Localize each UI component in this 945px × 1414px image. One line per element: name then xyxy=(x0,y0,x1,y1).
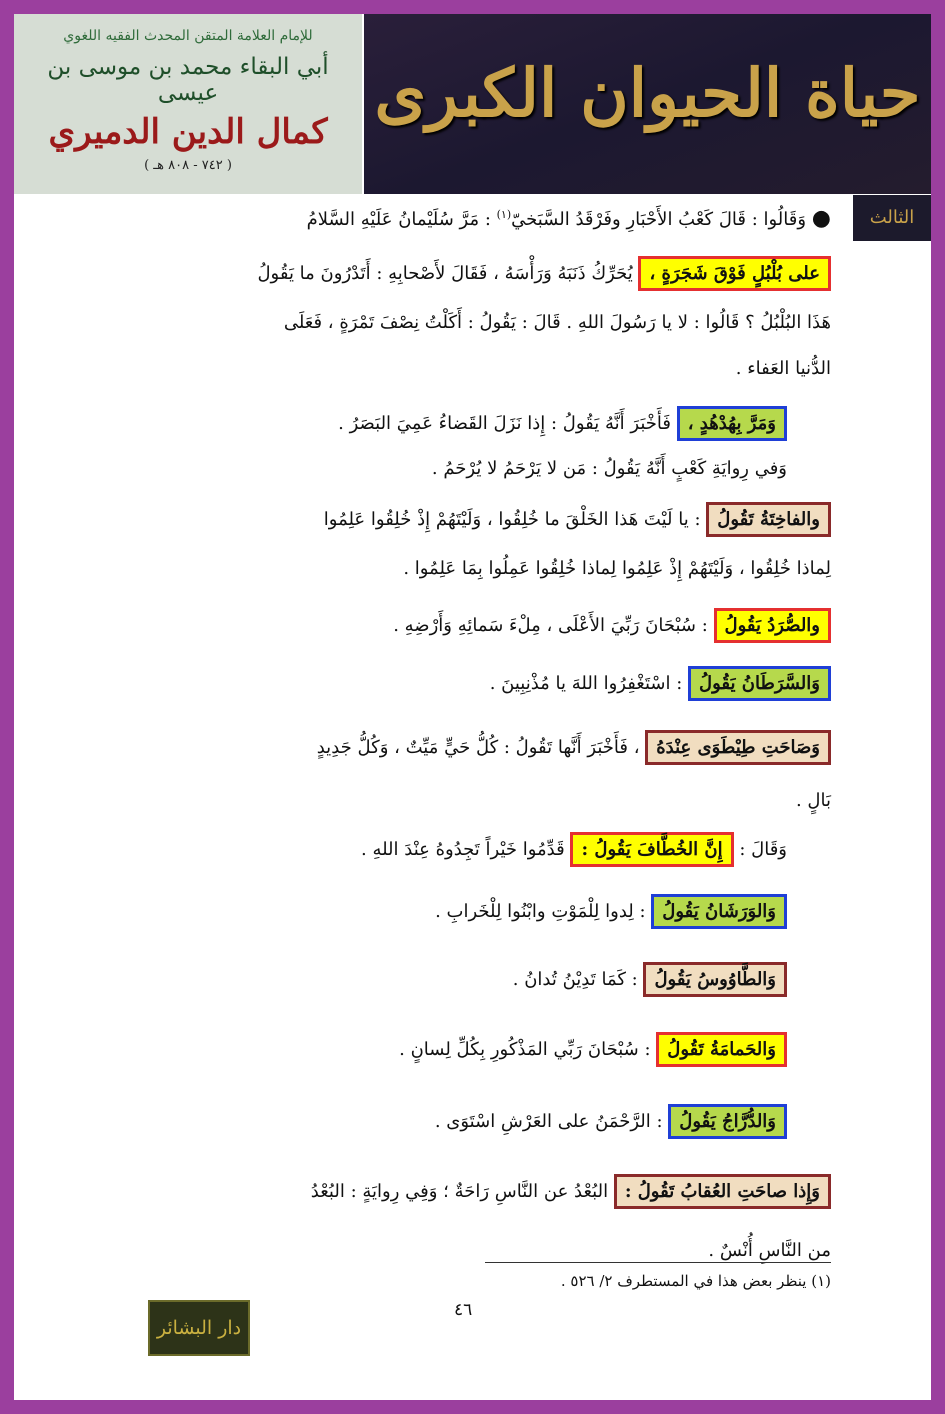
text-segment: : سُبْحَانَ رَبِّي المَذْكُورِ بِكُلِّ لِسانٍ . xyxy=(399,1039,657,1060)
text-line xyxy=(114,608,831,643)
highlight-box: والفاخِتَةُ تَقُولُ xyxy=(706,502,831,537)
text-segment: : سُبْحَانَ رَبِّيَ الأَعْلَى ، مِلْءَ سَمائِهِ وَأَرْضِهِ . xyxy=(393,615,714,636)
text-segment: وَقَالَ : xyxy=(733,839,787,860)
text-line xyxy=(114,1104,787,1139)
text-line xyxy=(114,406,787,441)
text-line: من النَّاسِ أُنْسٌ . xyxy=(708,1240,831,1261)
text-line: بَالٍ . xyxy=(795,790,831,811)
text-line: لِماذا خُلِقُوا ، وَلَيْتَهُمْ إِذْ عَلِمُوا لِماذا خُلِقُوا عَمِلُوا بِمَا عَلِمُوا . xyxy=(403,558,831,579)
text-line: الدُّنيا العَفاء . xyxy=(735,358,831,379)
text-segment: : مَرَّ سُلَيْمانُ عَلَيْهِ السَّلامُ xyxy=(306,209,497,230)
text-line xyxy=(114,206,831,231)
text-line: وَفي رِوايَةِ كَعْبٍ أَنَّهُ يَقُولُ : مَن لا يَرْحَمُ لا يُرْحَمُ . xyxy=(431,458,787,479)
text-segment: : كَمَا تَدِيْنُ تُدانُ . xyxy=(512,969,644,990)
highlight-box: على بُلْبُلٍ فَوْقَ شَجَرَةٍ ، xyxy=(638,256,831,291)
text-line xyxy=(114,894,787,929)
highlight-box: وَالطَّاوُوسُ يَقُولُ xyxy=(643,962,787,997)
highlight-box: وَالسَّرَطَانُ يَقُولُ xyxy=(688,666,831,701)
highlight-box: وَالحَمامَةُ تَقُولُ xyxy=(656,1032,787,1067)
text-line: هَذَا البُلْبُلُ ؟ قَالُوا : لا يا رَسُولَ اللهِ . قَالَ : يَقُولُ : أَكَلْتُ نِصْفَ تَمْرَةٍ ، فَعَلَى xyxy=(283,312,831,333)
text-line xyxy=(114,962,787,997)
highlight-box: وَصَاحَتِ طِيْطَوَى عِنْدَهُ xyxy=(645,730,831,765)
author-name: أبي البقاء محمد بن موسى بن عيسى xyxy=(47,54,329,106)
text-segment: البُعْدُ عن النَّاسِ رَاحَةٌ ؛ وَفِي رِوايَةٍ : البُعْدُ xyxy=(310,1181,614,1202)
publisher-logo: دار البشائر xyxy=(148,1300,250,1356)
text-segment: : يا لَيْتَ هَذا الخَلْقَ ما خُلِقُوا ، وَلَيْتَهُمْ إِذْ خُلِقُوا عَلِمُوا xyxy=(323,509,707,530)
text-line xyxy=(114,832,787,867)
text-line xyxy=(114,666,831,701)
author-epithet: للإمام العلامة المتقن المحدث الفقيه اللغوي xyxy=(63,28,313,44)
highlight-box: وَإِذا صاحَتِ العُقابُ تَقُولُ : xyxy=(614,1174,831,1209)
footnote: (١) ينظر بعض هذا في المستطرف ٢/ ٥٢٦ . xyxy=(560,1272,831,1290)
book-title: حياة الحيوان الكبرى xyxy=(374,54,921,132)
text-line xyxy=(114,502,831,537)
text-segment: : الرَّحْمَنُ على العَرْشِ اسْتَوَى . xyxy=(434,1111,669,1132)
author-dates: ( ٧٤٢ - ٨٠٨ هـ ) xyxy=(144,158,232,173)
text-segment: ، فَأَخْبَرَ أَنَّها تَقُولُ : كُلُّ حَيٍّ مَيِّتٌ ، وَكُلُّ جَدِيدٍ xyxy=(316,737,646,758)
text-segment: : لِدوا لِلْمَوْتِ وابْنُوا لِلْخَرابِ . xyxy=(435,901,652,922)
author-laqab: كمال الدين الدميري xyxy=(48,112,328,152)
page-number: ٤٦ xyxy=(454,1300,473,1320)
title-banner xyxy=(364,14,931,194)
footnote-ref: (١) xyxy=(496,208,512,221)
highlight-box: والصُّرَدُ يَقُولُ xyxy=(714,608,832,643)
author-header xyxy=(14,14,362,194)
bullet-icon: ● xyxy=(811,206,831,231)
text-line xyxy=(114,256,831,291)
text-line xyxy=(114,1174,831,1209)
text-segment: : اسْتَغْفِرُوا اللهَ يا مُذْنِبِينَ . xyxy=(489,673,689,694)
volume-label: الثالث xyxy=(853,195,931,241)
highlight-box: وَالوَرَشَانُ يَقُولُ xyxy=(651,894,787,929)
highlight-box: إِنَّ الخُطَّافَ يَقُولُ : xyxy=(570,832,733,867)
text-line xyxy=(114,730,831,765)
footnote-divider xyxy=(485,1262,831,1263)
highlight-box: وَالدُّرَّاجُ يَقُولُ xyxy=(668,1104,787,1139)
book-page xyxy=(14,14,931,1400)
text-segment: وَقَالُوا : قَالَ كَعْبُ الأَحْبَارِ وفَرْقَدُ السَّبَخيّ xyxy=(511,209,807,230)
text-segment: يُحَرِّكُ ذَنَبَهُ وَرَأْسَهُ ، فَقَالَ لأَصْحابِهِ : أَتَدْرُونَ ما يَقُولُ xyxy=(257,263,639,284)
highlight-box: وَمَرَّ بِهُدْهُدٍ ، xyxy=(677,406,787,441)
text-segment: فَأَخْبَرَ أَنَّهُ يَقُولُ : إِذا نَزَلَ القَضاءُ عَمِيَ البَصَرُ . xyxy=(338,413,677,434)
text-segment: قَدِّمُوا خَيْراً تَجِدُوهُ عِنْدَ اللهِ . xyxy=(361,839,571,860)
text-line xyxy=(114,1032,787,1067)
